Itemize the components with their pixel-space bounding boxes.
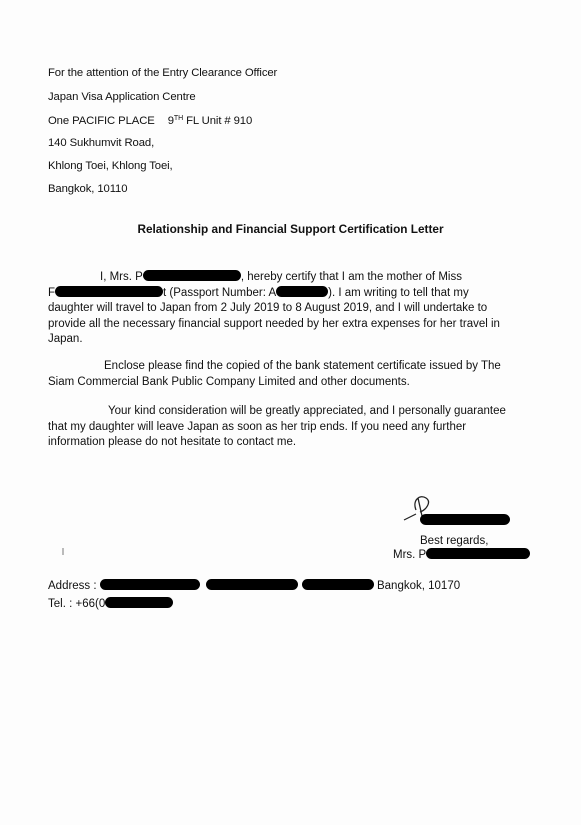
redaction-passport-number (276, 286, 328, 297)
closing-name: Mrs. P (393, 548, 530, 561)
recipient-line-6: Bangkok, 10110 (48, 183, 128, 195)
recipient-line-2: Japan Visa Application Centre (48, 91, 196, 103)
redaction-address-2 (206, 579, 298, 590)
scan-mark (62, 548, 64, 555)
paragraph-2: Enclose please find the copied of the bank statement certificate issued by The Siam Commercial Bank Public Company Limited and other documents. (48, 360, 501, 388)
closing-regards: Best regards, (420, 535, 489, 547)
recipient-line-3: One PACIFIC PLACE 9TH FL Unit # 910 (48, 115, 253, 127)
redaction-signature (420, 514, 510, 525)
paragraph-1: I, Mrs. P , hereby certify that I am the mother of Miss F t (Passport Number: A ). I am writing to tell that my daughter will travel to Japan from 2 July 2019 to 8 August 2019, and I will undertake to provide all the necessary financial support needed by her extra expenses for her travel in Japan. (48, 271, 500, 345)
recipient-line-1: For the attention of the Entry Clearance Officer (48, 67, 278, 79)
redaction-address-1 (100, 579, 200, 590)
redaction-mother-name (143, 270, 241, 281)
redaction-closing-name (426, 548, 530, 559)
telephone-line: Tel. : +66(0 (48, 597, 173, 610)
letter-title: Relationship and Financial Support Certification Letter (137, 222, 444, 236)
recipient-line-4: 140 Sukhumvit Road, (48, 137, 155, 149)
redaction-telephone (105, 597, 173, 608)
redaction-daughter-name (55, 286, 163, 297)
signature (398, 490, 516, 532)
paragraph-3: Your kind consideration will be greatly appreciated, and I personally guarantee that my daughter will leave Japan as soon as her trip ends. If you need any further information please do not hesitate to contact me. (48, 405, 506, 448)
recipient-line-5: Khlong Toei, Khlong Toei, (48, 160, 173, 172)
address-line: Address : Bangkok, 10170 (48, 580, 461, 592)
redaction-address-3 (302, 579, 374, 590)
